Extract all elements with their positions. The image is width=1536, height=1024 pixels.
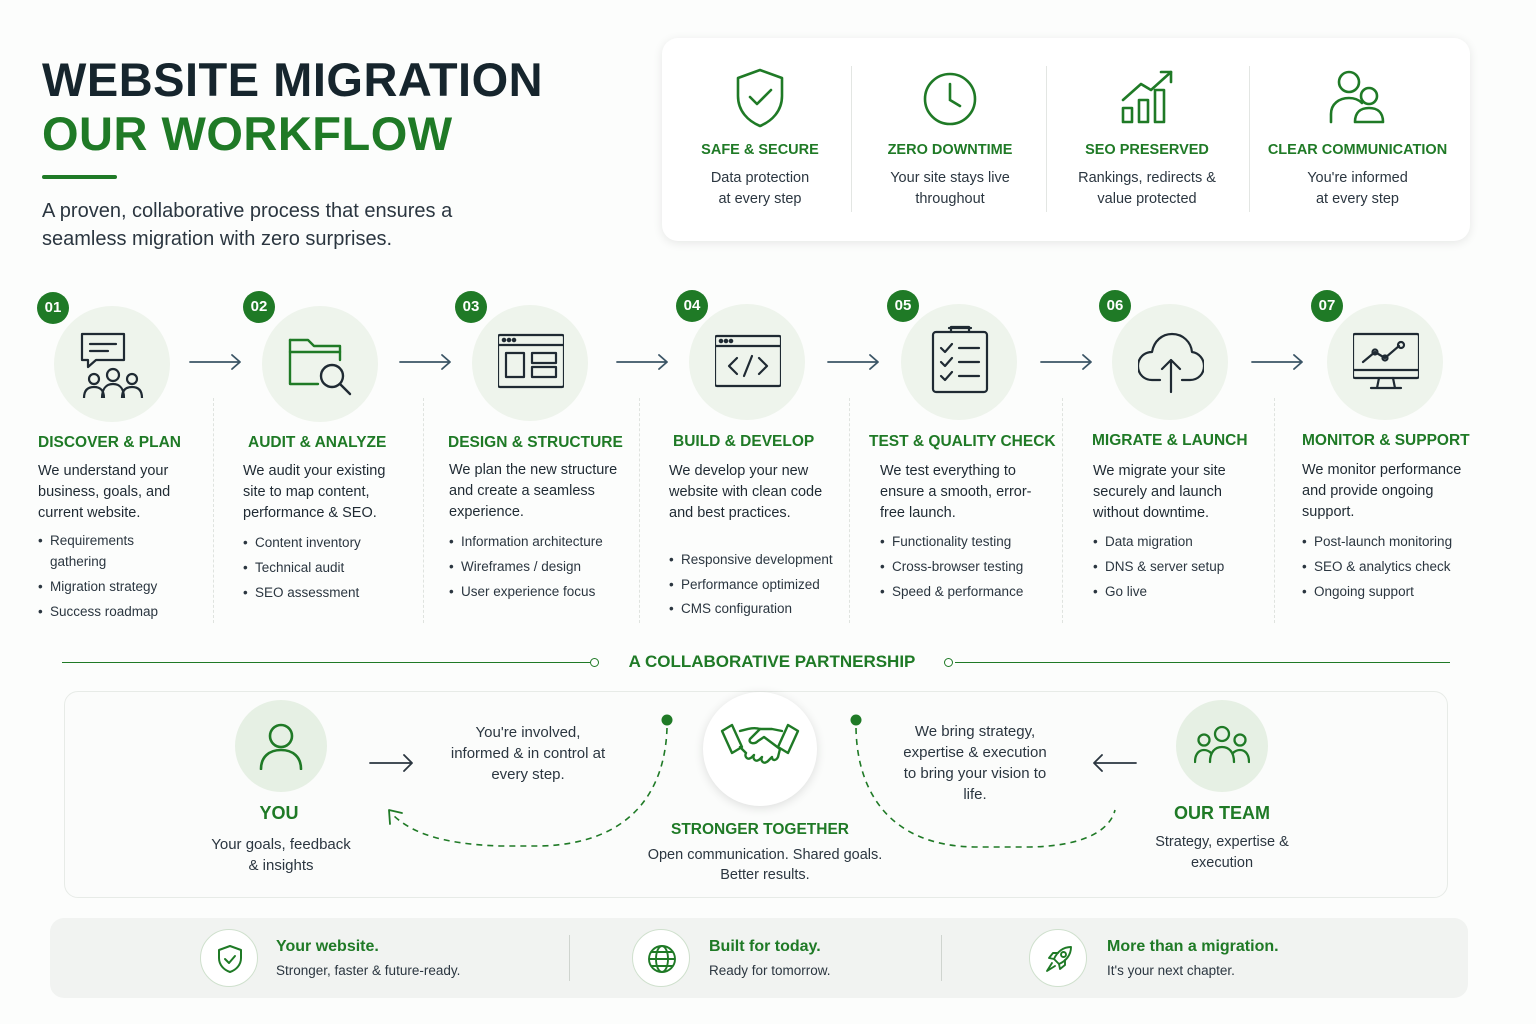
footer-desc: It's your next chapter. <box>1107 963 1235 978</box>
step-number: 03 <box>455 291 487 323</box>
step-bullet: • CMS configuration <box>669 597 844 622</box>
step-number: 04 <box>676 290 708 322</box>
arrow-right-icon <box>615 352 671 372</box>
globe-icon <box>647 944 677 974</box>
layout-icon <box>498 331 564 397</box>
checklist-icon <box>927 324 993 394</box>
step-bullet: • Technical audit <box>243 555 403 580</box>
step-bullets <box>669 548 844 622</box>
feature-zero-downtime <box>852 38 1048 241</box>
team-contribution-note: We bring strategy, expertise & execution to bring your vision to life. <box>903 723 1047 803</box>
cloud-upload-icon <box>1138 330 1204 396</box>
step-bullet: • Wireframes / design <box>449 554 629 579</box>
step-bullet: • Information architecture <box>449 529 629 554</box>
partnership-title: A COLLABORATIVE PARTNERSHIP <box>628 652 916 671</box>
arrow-right-icon <box>188 352 244 372</box>
code-window-icon <box>715 330 781 396</box>
step-number: 06 <box>1099 290 1131 322</box>
step-bullets <box>1093 529 1253 604</box>
step-desc: We monitor performance and provide ongoing support. <box>1302 462 1462 520</box>
partnership-line-right <box>955 662 1450 663</box>
footer-divider <box>569 935 570 981</box>
step-bullets <box>38 530 188 622</box>
people-icon <box>1325 66 1389 130</box>
stronger-together-label: STRONGER TOGETHER <box>671 821 849 838</box>
step-bullet: • Ongoing support <box>1302 579 1482 604</box>
step-bullet: • Speed & performance <box>880 579 1055 604</box>
step-title: MONITOR & SUPPORT <box>1302 432 1470 449</box>
person-icon <box>257 722 305 770</box>
you-avatar-circle <box>235 700 327 792</box>
feature-title: ZERO DOWNTIME <box>887 142 1013 158</box>
rocket-icon <box>1044 944 1074 974</box>
footer-title: Your website. <box>276 938 379 955</box>
step-bullet: • Functionality testing <box>880 529 1055 554</box>
subtitle: A proven, collaborative process that ensures a seamless migration with zero surprises. <box>42 200 453 250</box>
step-bullet: • Migration strategy <box>38 576 188 597</box>
step-icon-circle <box>472 305 588 421</box>
step-icon-circle <box>1112 304 1228 420</box>
step-bullet: • Go live <box>1093 579 1253 604</box>
step-number: 01 <box>37 292 69 324</box>
team-icon <box>1194 722 1250 770</box>
step-bullet: • Data migration <box>1093 529 1253 554</box>
footer-desc: Stronger, faster & future-ready. <box>276 963 461 978</box>
step-divider <box>423 398 424 623</box>
team-avatar-circle <box>1176 700 1268 792</box>
footer-icon-circle <box>632 929 690 987</box>
step-bullet: • Performance optimized <box>669 573 844 598</box>
feature-title: CLEAR COMMUNICATION <box>1267 142 1448 158</box>
handshake-circle <box>703 692 817 806</box>
step-bullet: • Responsive development <box>669 548 844 573</box>
step-desc: We develop your new website with clean code and best practices. <box>669 463 823 521</box>
team-label: OUR TEAM <box>1174 803 1270 823</box>
feature-desc: Data protection at every step <box>710 170 810 207</box>
footer-desc: Ready for tomorrow. <box>709 963 831 978</box>
chat-team-icon <box>80 332 146 398</box>
footer-icon-circle <box>1029 929 1087 987</box>
feature-desc: Your site stays live throughout <box>890 170 1010 207</box>
step-title: BUILD & DEVELOP <box>673 433 815 450</box>
arrow-right-icon <box>826 352 882 372</box>
arrow-right-icon <box>1039 352 1095 372</box>
features-card <box>662 38 1470 241</box>
partnership-dot-right <box>944 658 953 667</box>
title-line2: OUR WORKFLOW <box>42 107 453 160</box>
shield-check-icon <box>215 944 245 974</box>
step-desc: We test everything to ensure a smooth, error-free launch. <box>880 463 1032 521</box>
step-bullet: • Post-launch monitoring <box>1302 529 1482 554</box>
feature-safe-secure <box>662 38 858 241</box>
feature-title: SAFE & SECURE <box>701 142 819 158</box>
step-icon-circle <box>901 304 1017 420</box>
feature-desc: You're informed at every step <box>1307 170 1408 207</box>
step-bullet: • DNS & server setup <box>1093 554 1253 579</box>
step-title: TEST & QUALITY CHECK <box>869 433 1056 450</box>
footer-bar <box>50 918 1468 998</box>
step-desc: We audit your existing site to map content, performance & SEO. <box>243 463 386 521</box>
step-number: 02 <box>243 291 275 323</box>
step-icon-circle <box>262 306 378 422</box>
step-bullet: • SEO & analytics check <box>1302 554 1482 579</box>
footer-title: Built for today. <box>709 938 821 955</box>
arrow-left-icon <box>1090 752 1138 774</box>
feature-seo-preserved <box>1049 38 1245 241</box>
step-bullets <box>1302 529 1482 604</box>
feature-desc: Rankings, redirects & value protected <box>1078 170 1216 207</box>
team-desc: Strategy, expertise & execution <box>1155 834 1289 871</box>
step-title: AUDIT & ANALYZE <box>248 434 387 451</box>
step-number: 07 <box>1311 290 1343 322</box>
step-divider <box>1062 398 1063 623</box>
step-title: DISCOVER & PLAN <box>38 434 181 451</box>
step-bullet: • Cross-browser testing <box>880 554 1055 579</box>
you-label: YOU <box>259 803 299 823</box>
step-bullet: • Content inventory <box>243 530 403 555</box>
feature-divider <box>1046 66 1047 212</box>
step-bullets <box>243 530 403 605</box>
arrow-right-icon <box>398 352 454 372</box>
step-bullet: • Success roadmap <box>38 601 188 622</box>
step-bullets <box>449 529 629 604</box>
step-bullet: • User experience focus <box>449 579 629 604</box>
step-divider <box>849 398 850 623</box>
step-title: DESIGN & STRUCTURE <box>448 434 623 451</box>
partnership-line-left <box>62 662 590 663</box>
step-title: MIGRATE & LAUNCH <box>1092 432 1248 449</box>
step-icon-circle <box>689 304 805 420</box>
step-number: 05 <box>887 290 919 322</box>
step-divider <box>213 398 214 623</box>
step-divider <box>639 398 640 623</box>
feature-title: SEO PRESERVED <box>1085 142 1209 158</box>
step-bullet: • Requirements gathering <box>38 530 188 572</box>
monitor-chart-icon <box>1353 330 1419 396</box>
you-desc: Your goals, feedback & insights <box>211 836 351 874</box>
footer-icon-circle <box>200 929 258 987</box>
feature-divider <box>1249 66 1250 212</box>
footer-title: More than a migration. <box>1107 938 1279 955</box>
title-underline <box>42 175 117 179</box>
step-bullets <box>880 529 1055 604</box>
you-flow-curve <box>380 712 680 852</box>
partnership-dot-left <box>590 658 599 667</box>
title-line1: WEBSITE MIGRATION <box>42 53 544 106</box>
step-divider <box>1274 398 1275 623</box>
folder-search-icon <box>288 332 354 398</box>
step-bullet: • SEO assessment <box>243 580 403 605</box>
step-desc: We migrate your site securely and launch without downtime. <box>1093 463 1226 521</box>
handshake-icon <box>720 719 800 775</box>
step-icon-circle <box>54 306 170 422</box>
footer-divider <box>941 935 942 981</box>
stronger-together-desc: Open communication. Shared goals. Better results. <box>647 847 883 883</box>
step-desc: We understand your business, goals, and current website. <box>38 463 171 521</box>
step-desc: We plan the new structure and create a seamless experience. <box>449 462 618 520</box>
you-involvement-note: You're involved, informed & in control at every step. <box>450 724 606 783</box>
step-icon-circle <box>1327 304 1443 420</box>
arrow-right-icon <box>1250 352 1306 372</box>
feature-clear-communication <box>1255 38 1460 241</box>
growth-chart-icon <box>1117 66 1181 130</box>
shield-check-icon <box>730 66 790 130</box>
clock-icon <box>920 66 980 130</box>
